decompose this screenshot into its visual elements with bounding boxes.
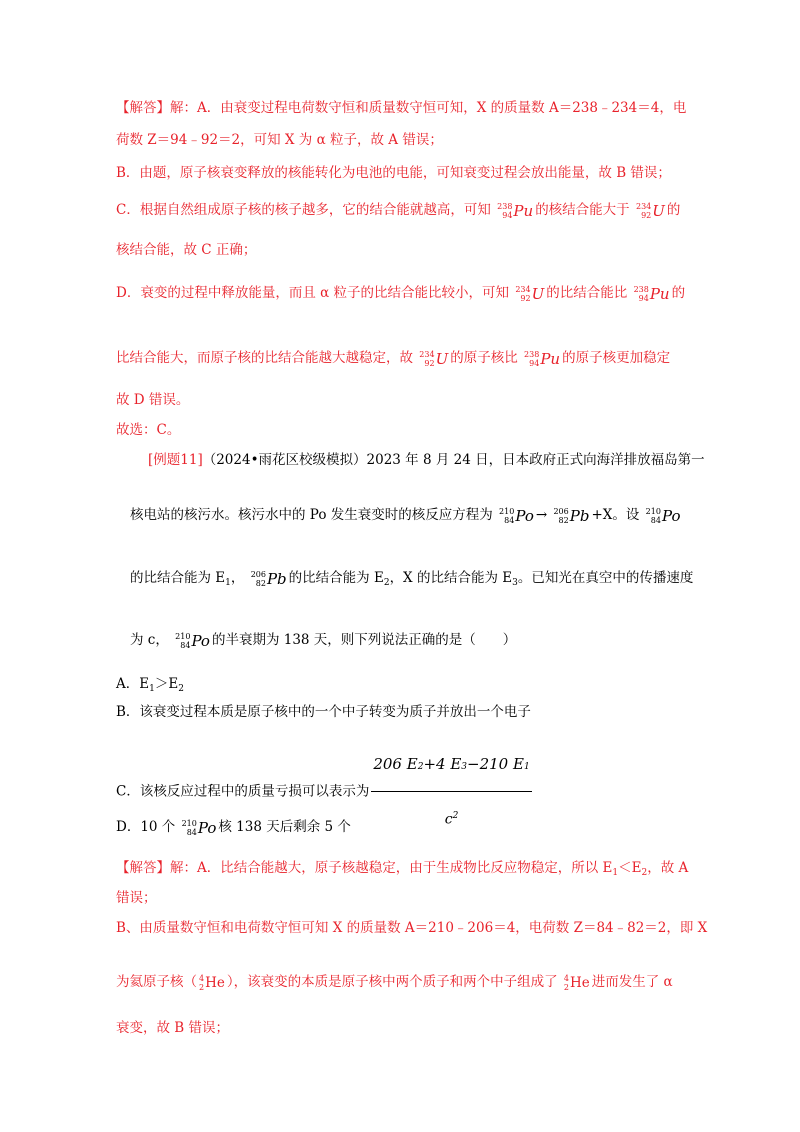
- answer1-line2: 荷数 Z＝94﹣92＝2，可知 X 为 α 粒子，故 A 错误；: [116, 132, 443, 148]
- mass-defect-fraction: $\frac{206 E2+4 E3-210 E1}{c^2}$: [371, 742, 531, 842]
- question-line4: [130, 630, 516, 651]
- question-line3: [130, 568, 693, 593]
- answer2-line5: 衰变，故 B 错误；: [116, 1020, 230, 1036]
- example-tag: [例题11]: [148, 452, 203, 468]
- answer1-line7: [116, 348, 670, 369]
- nuclide-u: 234 92 U: [635, 201, 665, 220]
- text: 的核结合能大于: [535, 202, 630, 218]
- nuclide-po: 210 84 Po: [645, 506, 681, 525]
- text: 的半衰期为 138 天，则下列说法正确的是（ ）: [211, 632, 517, 648]
- text: ，X 的比结合能为 E: [389, 570, 513, 586]
- text: 的原子核更加稳定: [562, 350, 671, 366]
- nuclide-he: 4 2 He: [563, 973, 590, 992]
- text: ，: [230, 570, 245, 586]
- text: D．10 个: [116, 819, 176, 835]
- nuclide-po: 210 84 Po: [175, 631, 210, 650]
- answer1-line9: 故选：C。: [116, 422, 181, 438]
- nuclide-po: 210 84 Po: [181, 818, 217, 837]
- option-b: B．该衰变过程本质是原子核中的一个中子转变为质子并放出一个电子: [116, 704, 531, 720]
- text: ＜E: [618, 860, 642, 876]
- answer1-line3: B．由题，原子核衰变释放的核能转化为电池的电能，可知衰变过程会放出能量，故 B 错误；: [116, 165, 671, 181]
- text: 核 138 天后剩余 5 个: [218, 819, 351, 835]
- text: D．衰变的过程中释放能量，而且 α 粒子的比结合能比较小，可知: [116, 285, 510, 301]
- text: 的: [666, 202, 681, 218]
- text: 的原子核比: [450, 350, 518, 366]
- subscript: 2: [641, 868, 648, 878]
- text: 的比结合能比: [546, 285, 628, 301]
- text: ），该衰变的本质是原子核中两个质子和两个中子组成了: [226, 974, 558, 990]
- nuclide-pu: 238 94 Pu: [524, 349, 561, 368]
- nuclide-u: 234 92 U: [515, 284, 545, 303]
- nuclide-pu: 238 94 Pu: [497, 201, 534, 220]
- question-line2: [130, 505, 682, 526]
- answer2-line2: 错误；: [116, 890, 157, 906]
- subscript: 2: [178, 684, 184, 694]
- nuclide-pb: 206 82 Pb: [250, 569, 287, 588]
- text: 比结合能大，而原子核的比结合能越大越稳定，故: [116, 350, 413, 366]
- nuclide-po: 210 84 Po: [499, 506, 534, 525]
- nuclide-u: 234 92 U: [419, 349, 449, 368]
- question-line1: [148, 450, 705, 470]
- text: A．E: [116, 676, 150, 692]
- subscript: 2: [383, 578, 390, 588]
- answer2-line1: [116, 858, 688, 883]
- subscript: 3: [512, 578, 518, 588]
- option-a: [116, 674, 184, 699]
- answer1-line8: 故 D 错误。: [116, 392, 190, 408]
- nuclide-he: 4 2 He: [199, 973, 225, 992]
- answer2-line3: B、由质量数守恒和电荷数守恒可知 X 的质量数 A＝210﹣206＝4，电荷数 Z＝84﹣82＝2，即 X: [116, 920, 708, 936]
- text: 为 c，: [130, 632, 169, 648]
- text: C．该核反应过程中的质量亏损可以表示为: [116, 783, 370, 800]
- option-d: [116, 817, 351, 838]
- text: ，故 A: [647, 860, 689, 876]
- subscript: 1: [612, 868, 619, 878]
- text: 。已知光在真空中的传播速度: [517, 570, 694, 586]
- arrow: →: [535, 507, 548, 523]
- text: （2024•雨花区校级模拟）2023 年 8 月 24 日，日本政府正式向海洋排放福岛第一: [202, 452, 705, 468]
- answer1-line4: [116, 200, 680, 221]
- answer1-line1: 【解答】解：A．由衰变过程电荷数守恒和质量数守恒可知，X 的质量数 A＝238﹣234＝4，电: [116, 100, 687, 116]
- subscript: 1: [225, 578, 231, 588]
- nuclide-pb: 206 82 Pb: [553, 506, 590, 525]
- answer1-line5: 核结合能，故 C 正确；: [116, 242, 257, 258]
- answer2-line4: [116, 972, 673, 993]
- text: 的比结合能为 E: [288, 570, 384, 586]
- text: C．根据自然组成原子核的核子越多，它的结合能就越高，可知: [116, 202, 491, 218]
- text: 为氦原子核（: [116, 974, 197, 990]
- text: 进而发生了 α: [591, 974, 673, 990]
- text: 的比结合能为 E: [130, 570, 226, 586]
- text: 【解答】解：A．比结合能越大，原子核越稳定，由于生成物比反应物稳定，所以 E: [116, 860, 613, 876]
- subscript: 1: [149, 684, 155, 694]
- text: 的: [671, 285, 686, 301]
- text: ＞E: [154, 676, 179, 692]
- text: +X。设: [591, 507, 640, 523]
- text: 核电站的核污水。核污水中的 Po 发生衰变时的核反应方程为: [130, 507, 493, 523]
- answer1-line6: [116, 283, 685, 304]
- nuclide-pu: 238 94 Pu: [633, 284, 670, 303]
